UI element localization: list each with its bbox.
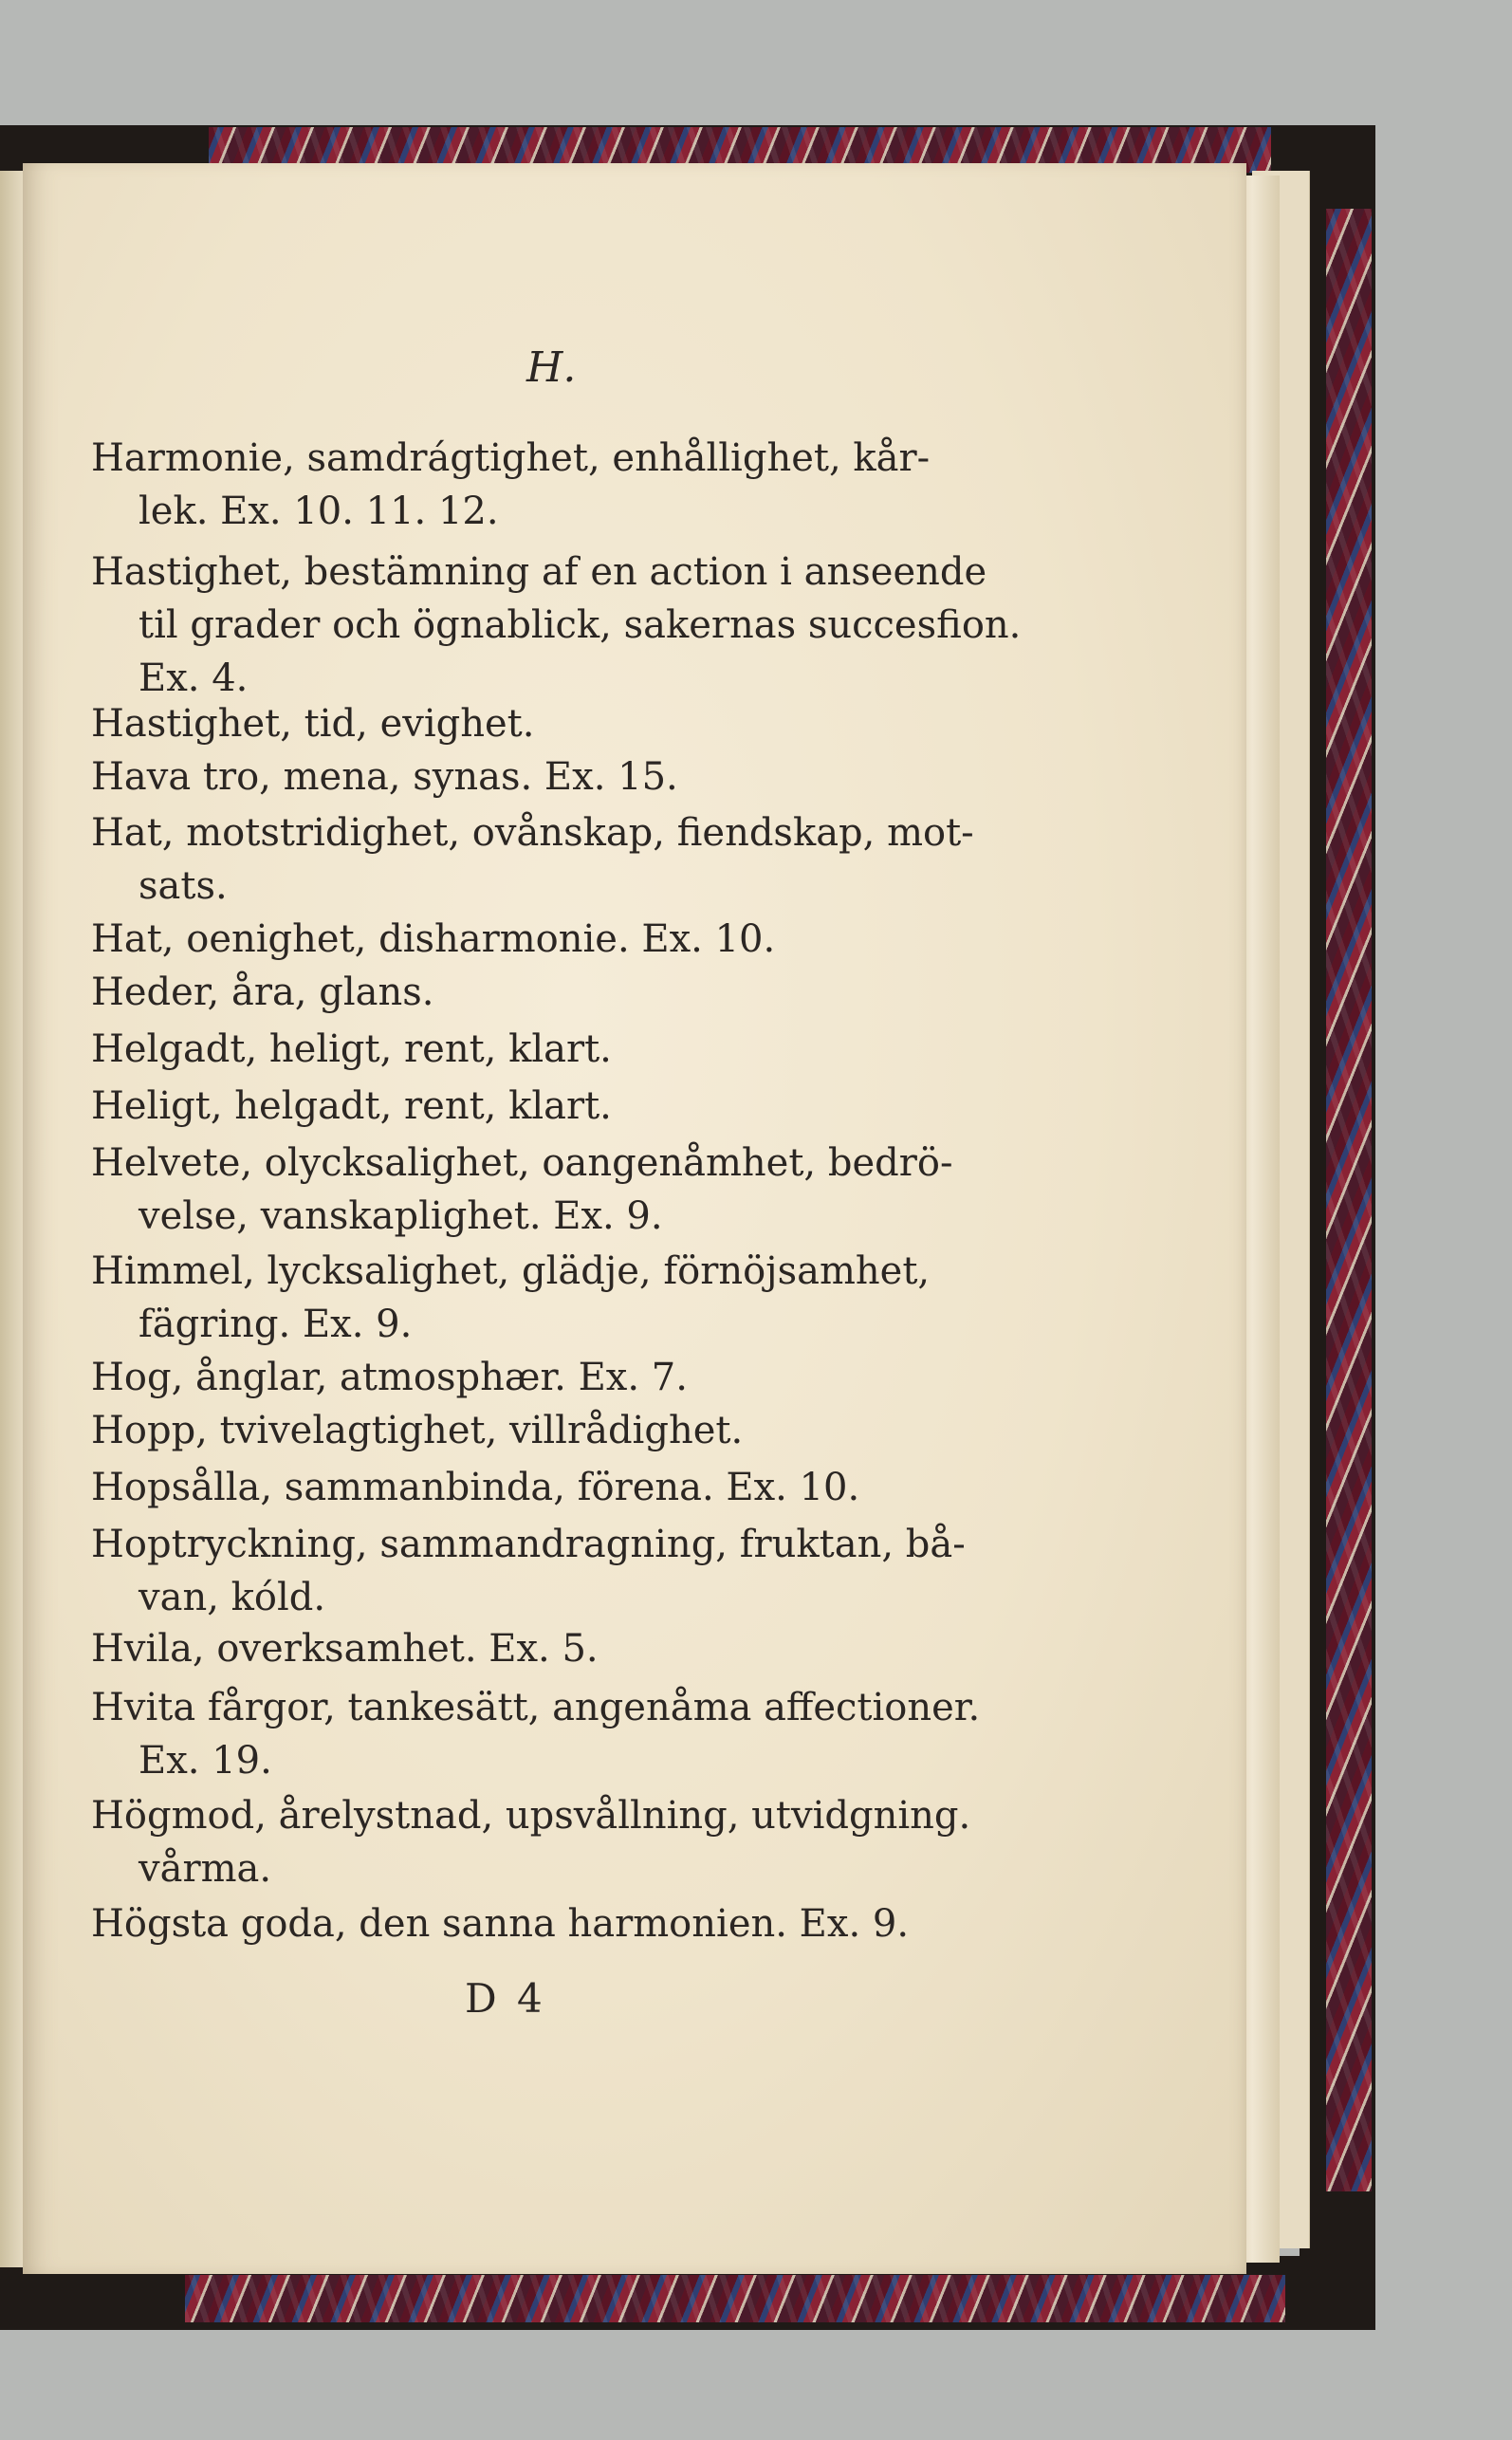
index-entry (91, 1681, 983, 1787)
entry-line: Himmel, lycksalighet, glädje, förnöjsamhet, (91, 1249, 931, 1293)
index-entry (91, 1789, 983, 1895)
marbled-cover-bottom (185, 2275, 1285, 2322)
entry-line: Hoptryckning, sammandragning, fruktan, bå- (91, 1523, 966, 1566)
entry-line: Helvete, olycksalighet, oangenåmhet, bedrö- (91, 1141, 953, 1185)
entry-line: Hastighet, tid, evighet. (91, 702, 535, 746)
entry-line: Hopsålla, sammanbinda, förena. Ex. 10. (91, 1466, 860, 1509)
entry-continuation: vårma. (138, 1847, 272, 1891)
entry-line: Hvila, overksamhet. Ex. 5. (91, 1627, 599, 1671)
entry-continuation: Ex. 19. (138, 1739, 272, 1783)
index-entry (91, 1622, 983, 1675)
index-entry (91, 1461, 983, 1514)
entry-line: Hvita fårgor, tankesätt, angenåma affectioner. (91, 1686, 981, 1729)
index-entry (91, 913, 983, 966)
index-entry (91, 966, 983, 1019)
index-entry (91, 1351, 983, 1404)
index-entry (91, 545, 1022, 705)
entry-line: Hastighet, bestämning af en action i anseende (91, 550, 987, 594)
entry-line: Hopp, tvivelagtighet, villrådighet. (91, 1409, 744, 1452)
entry-line: Högsta goda, den sanna harmonien. Ex. 9. (91, 1902, 910, 1946)
index-entry (91, 806, 983, 913)
entry-line: Hat, motstridighet, ovånskap, fiendskap, mot- (91, 811, 974, 855)
entry-line: Högmod, årelystnad, upsvållning, utvidgning. (91, 1794, 971, 1838)
entry-continuation: lek. Ex. 10. 11. 12. (138, 490, 499, 533)
entry-line: Helgadt, heligt, rent, klart. (91, 1027, 612, 1071)
entry-line: Hava tro, mena, synas. Ex. 15. (91, 755, 678, 799)
index-entry (91, 1023, 983, 1076)
entry-line: Harmonie, samdrágtighet, enhållighet, kår- (91, 436, 931, 480)
index-entry (91, 432, 983, 538)
signature-mark: D 4 (465, 1975, 546, 2022)
entry-line: Heligt, helgadt, rent, klart. (91, 1084, 612, 1128)
index-entry (91, 1518, 983, 1624)
index-entry (91, 1080, 983, 1133)
entry-continuation: velse, vanskaplighet. Ex. 9. (138, 1194, 663, 1238)
index-entry (91, 1404, 983, 1457)
index-entry (91, 1137, 983, 1243)
index-entry (91, 1245, 983, 1351)
entry-continuation: fägring. Ex. 9. (138, 1303, 413, 1346)
index-entry (91, 1897, 983, 1950)
entry-continuation: sats. (138, 864, 228, 908)
index-entry (91, 750, 983, 804)
marbled-cover-right (1326, 209, 1372, 2191)
entry-line: Hog, ånglar, atmosphær. Ex. 7. (91, 1356, 688, 1399)
page-heading: H. (526, 343, 577, 392)
entry-continuation: van, kóld. (138, 1576, 326, 1619)
index-entry (91, 697, 983, 750)
entry-continuation: Ex. 4. (138, 656, 249, 700)
entry-continuation: til grader och ögnablick, sakernas succesfion. (138, 603, 1022, 647)
entry-line: Hat, oenighet, disharmonie. Ex. 10. (91, 917, 776, 961)
entry-line: Heder, åra, glans. (91, 970, 434, 1014)
